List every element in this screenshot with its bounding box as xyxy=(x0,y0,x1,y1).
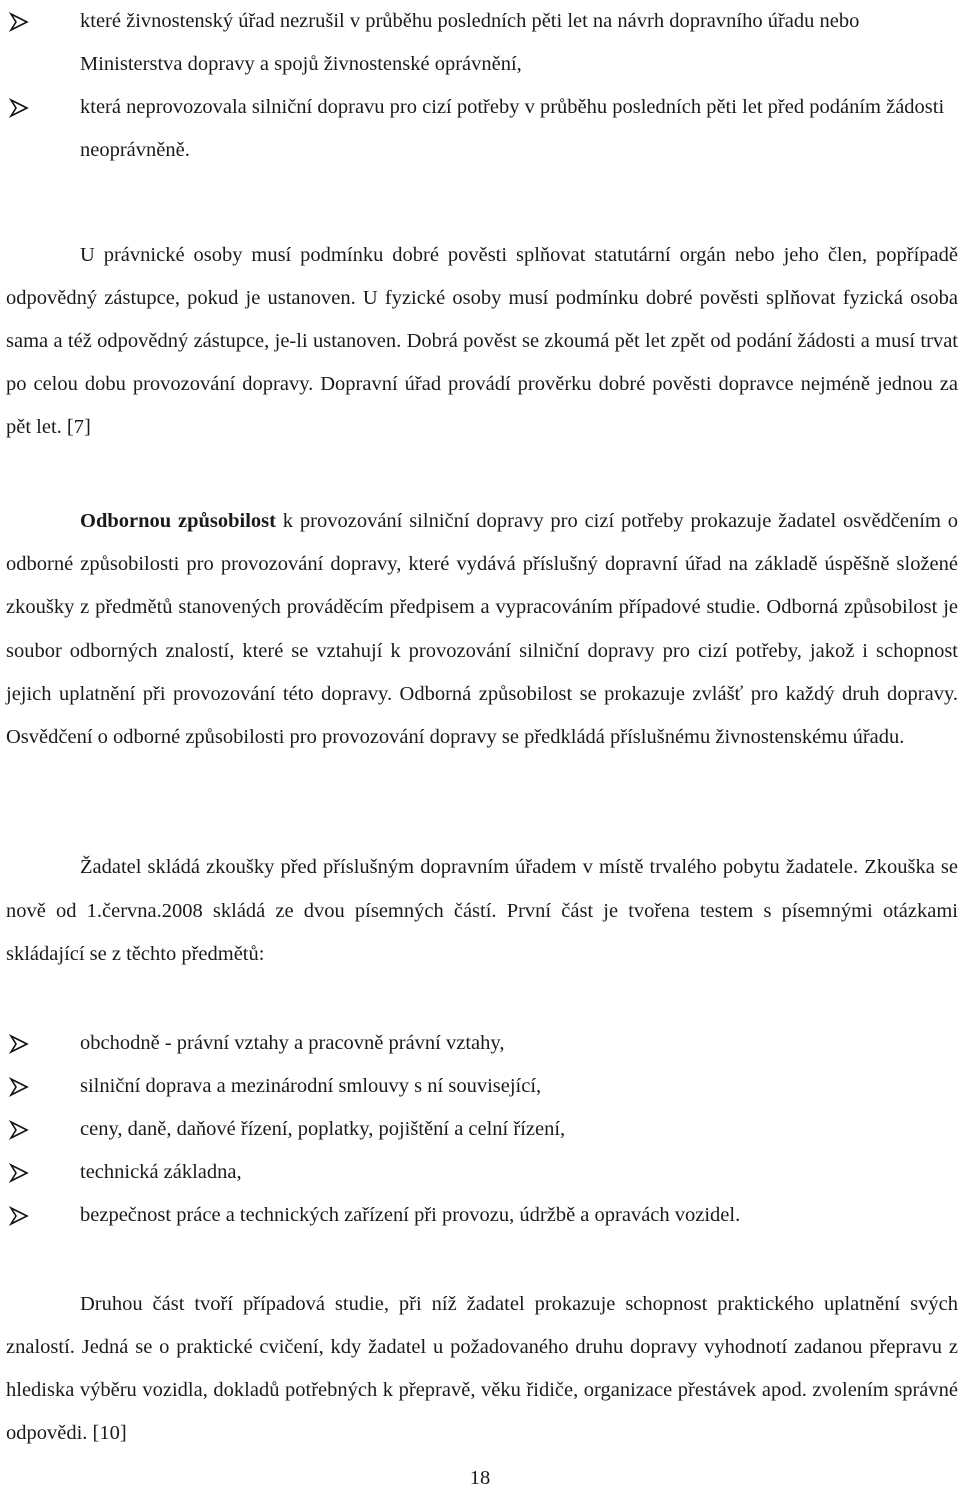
bullet-list-subjects xyxy=(0,1022,960,1237)
paragraph-case-study: Druhou část tvoří případová studie, při níž žadatel prokazuje schopnost praktického uplatnění svých znalostí. Jedná se o praktické cvičení, kdy žadatel u požadovaného druhu dopravy vyhodnotí zadanou přepravu z hlediska výběru vozidla, dokladů potřebných k přepravě, věku řidiče, organizace přestávek apod. zvolením správné odpovědi. [10] xyxy=(6,1293,958,1444)
bold-term: Odbornou způsobilost xyxy=(80,510,276,532)
list-item-text: ceny, daně, daňové řízení, poplatky, pojištění a celní řízení, xyxy=(80,1118,566,1140)
arrow-bullet-icon xyxy=(8,1119,30,1141)
list-item-text: které živnostenský úřad nezrušil v průběhu posledních pěti let na návrh dopravního úřadu nebo Ministerstva dopravy a spojů živnostenské oprávnění, xyxy=(80,10,860,75)
arrow-bullet-icon xyxy=(8,97,30,119)
arrow-bullet-icon xyxy=(8,1205,30,1227)
arrow-bullet-icon xyxy=(8,1033,30,1055)
list-item-text: obchodně - právní vztahy a pracovně právní vztahy, xyxy=(80,1032,505,1054)
arrow-bullet-icon xyxy=(8,11,30,33)
list-item-text: technická základna, xyxy=(80,1161,242,1183)
list-item xyxy=(0,1022,960,1065)
list-item xyxy=(0,1151,960,1194)
list-item-text: bezpečnost práce a technických zařízení při provozu, údržbě a opravách vozidel. xyxy=(80,1204,741,1226)
paragraph-text: k provozování silniční dopravy pro cizí potřeby prokazuje žadatel osvědčením o odborné způsobilosti pro provozování dopravy, které vydává příslušný dopravní úřad na základě úspěšně složené zkoušky z předmětů stanovených prováděcím předpisem a vypracováním případové studie. Odborná způsobilost je soubor odborných znalostí, které se vztahují k provozování silniční dopravy pro cizí potřeby, jakož i schopnost jejich uplatnění při provozování této dopravy. Odborná způsobilost se prokazuje zvlášť pro každý druh dopravy. Osvědčení o odborné způsobilosti pro provozování dopravy se předkládá příslušnému živnostenskému úřadu. xyxy=(6,510,959,749)
paragraph-professional-competence xyxy=(6,500,958,759)
list-item xyxy=(0,0,960,86)
bullet-list-conditions xyxy=(0,0,960,172)
page-number: 18 xyxy=(469,1467,491,1489)
list-item xyxy=(0,1065,960,1108)
list-item xyxy=(0,1108,960,1151)
list-item xyxy=(0,86,960,172)
list-item xyxy=(0,1194,960,1237)
arrow-bullet-icon xyxy=(8,1162,30,1184)
paragraph-exam: Žadatel skládá zkoušky před příslušným dopravním úřadem v místě trvalého pobytu žadatele. Zkouška se nově od 1.června.2008 skládá ze dvou písemných částí. První část je tvořena testem s písemnými otázkami skládající se z těchto předmětů: xyxy=(6,856,958,965)
list-item-text: silniční doprava a mezinárodní smlouvy s ní související, xyxy=(80,1075,542,1097)
paragraph-good-reputation: U právnické osoby musí podmínku dobré pověsti splňovat statutární orgán nebo jeho člen, popřípadě odpovědný zástupce, pokud je ustanoven. U fyzické osoby musí podmínku dobré pověsti splňovat fyzická osoba sama a též odpovědný zástupce, je-li ustanoven. Dobrá pověst se zkoumá pět let zpět od podání žádosti a musí trvat po celou dobu provozování dopravy. Dopravní úřad provádí prověrku dobré pověsti dopravce nejméně jednou za pět let. [7] xyxy=(6,244,958,438)
arrow-bullet-icon xyxy=(8,1076,30,1098)
list-item-text: která neprovozovala silniční dopravu pro cizí potřeby v průběhu posledních pěti let před podáním žádosti neoprávněně. xyxy=(80,96,945,161)
